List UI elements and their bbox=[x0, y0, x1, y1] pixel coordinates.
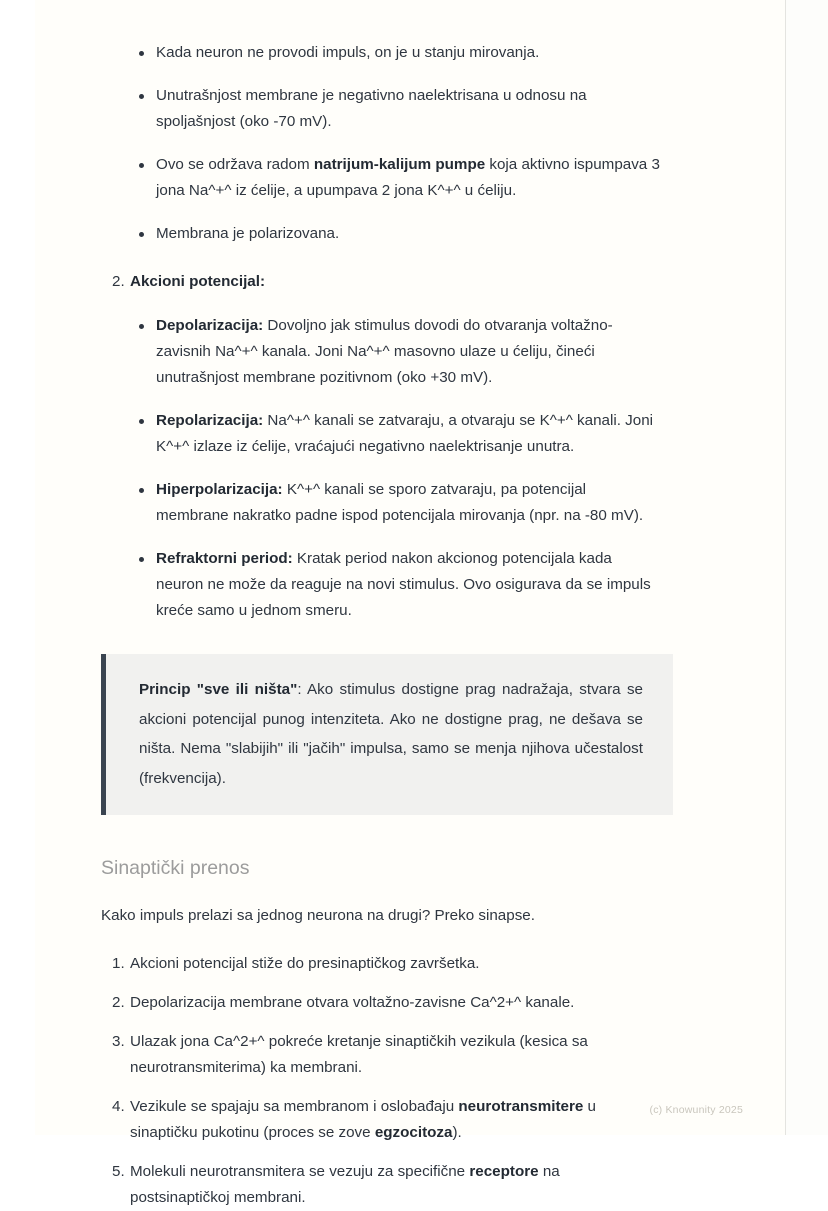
plain-text: koja aktivno ispumpava 3 jona Na^+^ iz ćelije, a upumpava 2 jona K^+^ u ćeliju. bbox=[156, 156, 660, 199]
emphasis-text: Refraktorni period: bbox=[156, 550, 293, 567]
spacer-before-action-potential bbox=[101, 247, 661, 269]
list-item-marker: 4. bbox=[112, 1098, 125, 1115]
plain-text: Akcioni potencijal stiže do presinaptičkog završetka. bbox=[130, 955, 480, 972]
spacer-after-action-potential-heading bbox=[101, 295, 661, 313]
spacer-before-steps bbox=[101, 929, 661, 951]
plain-text: : Ako stimulus dostigne prag nadražaja, stvara se akcioni potencijal punog intenziteta. Ako ne dostigne prag, ne dešava se ništa. Nema "slabijih" ili "jačih" impulsa, samo se menja njihova učestalost (frekvencija). bbox=[139, 681, 643, 787]
spacer-before-callout bbox=[101, 624, 661, 654]
list-item bbox=[101, 152, 661, 204]
action-potential-bullet-list bbox=[101, 313, 661, 624]
action-potential-heading-label: Akcioni potencijal: bbox=[130, 273, 266, 290]
action-potential-heading-item bbox=[101, 269, 661, 295]
plain-text: ). bbox=[452, 1124, 462, 1141]
list-item bbox=[101, 1029, 661, 1081]
top-spacer bbox=[101, 0, 661, 40]
page-divider-rule bbox=[785, 0, 786, 1135]
document-content bbox=[101, 0, 661, 1211]
emphasis-text: Princip "sve ili ništa" bbox=[139, 681, 298, 698]
all-or-nothing-callout bbox=[101, 654, 673, 815]
list-item-marker: 1. bbox=[112, 955, 125, 972]
emphasis-text: egzocitoza bbox=[374, 1124, 453, 1141]
plain-text: Membrana je polarizovana. bbox=[156, 225, 340, 242]
resting-potential-bullet-list bbox=[101, 40, 661, 247]
spacer-after-section-heading bbox=[101, 881, 661, 903]
list-item bbox=[101, 40, 661, 66]
synaptic-steps-list bbox=[101, 951, 661, 1211]
document-page bbox=[35, 0, 828, 1206]
emphasis-text: Repolarizacija: bbox=[156, 412, 264, 429]
footer-watermark: (c) Knowunity 2025 bbox=[649, 1104, 743, 1116]
plain-text: K^+^ kanali se sporo zatvaraju, pa potencijal membrane nakratko padne ispod potencijala mirovanja (npr. na -80 mV). bbox=[156, 481, 644, 524]
list-item bbox=[101, 951, 661, 977]
plain-text: Unutrašnjost membrane je negativno naelektrisana u odnosu na spoljašnjost (oko -70 mV). bbox=[156, 87, 587, 130]
spacer-before-section-heading bbox=[101, 815, 661, 855]
page-right-gutter bbox=[785, 0, 828, 1135]
plain-text: Depolarizacija membrane otvara voltažno-zavisne Ca^2+^ kanale. bbox=[130, 994, 575, 1011]
plain-text: Molekuli neurotransmitera se vezuju za specifične bbox=[130, 1163, 470, 1180]
plain-text: na postsinaptičkoj membrani. bbox=[130, 1163, 560, 1206]
list-item bbox=[101, 477, 661, 529]
synaptic-section-heading: Sinaptički prenos bbox=[101, 857, 250, 879]
plain-text: u sinaptičku pukotinu (proces se zove bbox=[130, 1098, 596, 1141]
emphasis-text: receptore bbox=[469, 1163, 539, 1180]
synaptic-section-intro: Kako impuls prelazi sa jednog neurona na drugi? Preko sinapse. bbox=[101, 907, 535, 924]
plain-text: Dovoljno jak stimulus dovodi do otvaranja voltažno-zavisnih Na^+^ kanala. Joni Na^+^ masovno ulaze u ćeliju, čineći unutrašnjost membrane pozitivnom (oko +30 mV). bbox=[156, 317, 613, 386]
plain-text: Kratak period nakon akcionog potencijala kada neuron ne može da reaguje na novi stimulus. Ovo osigurava da se impuls kreće samo u jednom smeru. bbox=[156, 550, 651, 619]
list-item-marker: 5. bbox=[112, 1163, 125, 1180]
list-item bbox=[101, 83, 661, 135]
list-item bbox=[101, 1094, 661, 1146]
emphasis-text: neurotransmitere bbox=[458, 1098, 584, 1115]
action-potential-marker: 2. bbox=[112, 273, 125, 290]
list-item bbox=[101, 546, 661, 624]
list-item bbox=[101, 221, 661, 247]
list-item bbox=[101, 990, 661, 1016]
list-item-marker: 3. bbox=[112, 1033, 125, 1050]
plain-text: Ulazak jona Ca^2+^ pokreće kretanje sinaptičkih vezikula (kesica sa neurotransmiterima) ka membrani. bbox=[130, 1033, 588, 1076]
emphasis-text: Depolarizacija: bbox=[156, 317, 264, 334]
list-item-marker: 2. bbox=[112, 994, 125, 1011]
list-item bbox=[101, 408, 661, 460]
list-item bbox=[101, 1159, 661, 1211]
emphasis-text: natrijum-kalijum pumpe bbox=[313, 156, 486, 173]
plain-text: Na^+^ kanali se zatvaraju, a otvaraju se K^+^ kanali. Joni K^+^ izlaze iz ćelije, vraćajući negativno naelektrisanje unutra. bbox=[156, 412, 654, 455]
emphasis-text: Hiperpolarizacija: bbox=[156, 481, 283, 498]
list-item bbox=[101, 313, 661, 391]
plain-text: Ovo se održava radom bbox=[156, 156, 314, 173]
plain-text: Kada neuron ne provodi impuls, on je u stanju mirovanja. bbox=[156, 44, 540, 61]
callout-text bbox=[139, 675, 643, 793]
plain-text: Vezikule se spajaju sa membranom i oslobađaju bbox=[130, 1098, 459, 1115]
